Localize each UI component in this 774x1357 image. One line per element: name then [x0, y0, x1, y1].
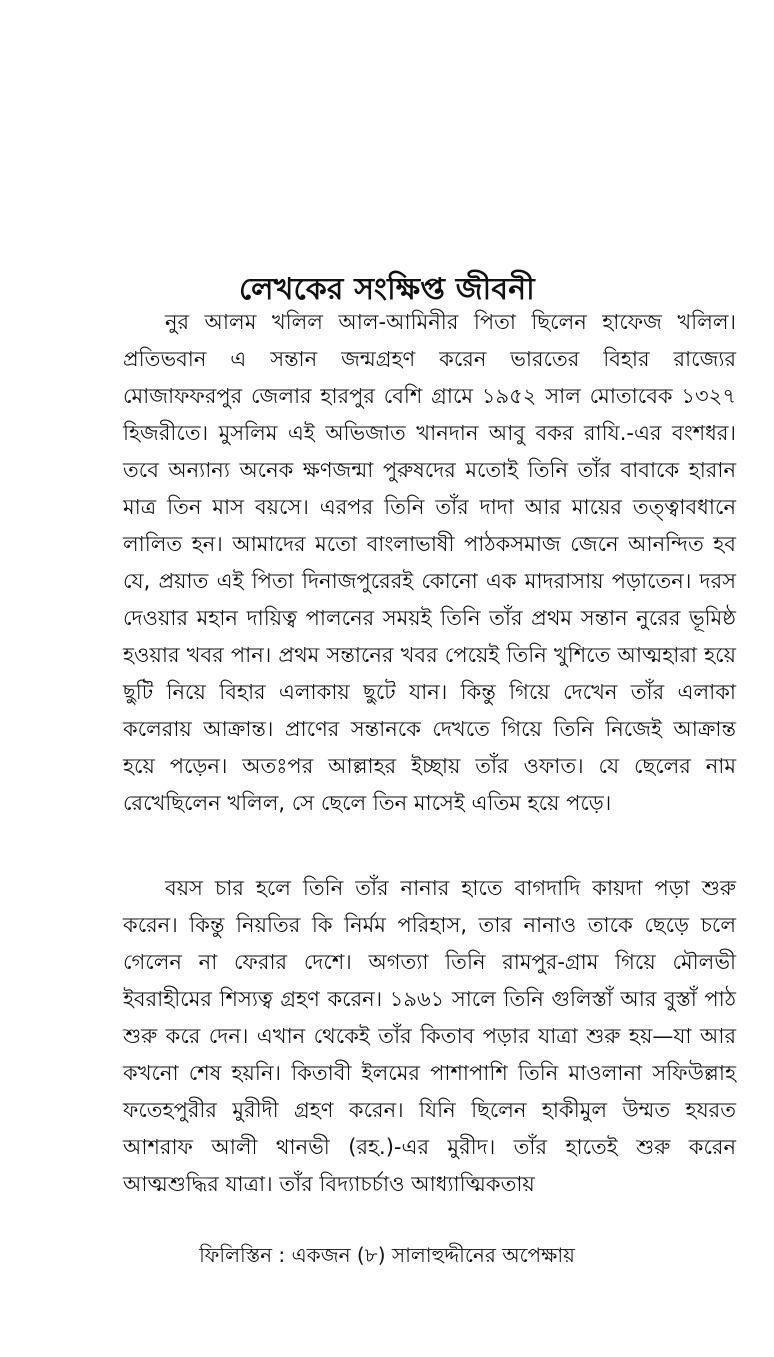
page-title: লেখকের সংক্ষিপ্ত জীবনী: [239, 272, 535, 308]
body-text-block-1: [123, 304, 736, 822]
body-text-block-2: [123, 870, 736, 1203]
paragraph-1: নুর আলম খলিল আল-আমিনীর পিতা ছিলেন হাফেজ খলিল। প্রতিভবান এ সন্তান জন্মগ্রহণ করেন ভারতের বিহার রাজ্যের মোজাফফরপুর জেলার হারপুর বেশি গ্রামে ১৯৫২ সাল মোতাবেক ১৩২৭ হিজরীতে। মুসলিম এই অভিজাত খানদান আবু বকর রাযি.-এর বংশধর। তবে অন্যান্য অনেক ক্ষণজন্মা পুরুষদের মতোই তিনি তাঁর বাবাকে হারান মাত্র তিন মাস বয়সে। এরপর তিনি তাঁর দাদা আর মায়ের তত্ত্বাবধানে লালিত হন। আমাদের মতো বাংলাভাষী পাঠকসমাজ জেনে আনন্দিত হব যে, প্রয়াত এই পিতা দিনাজপুরেরই কোনো এক মাদরাসায় পড়াতেন। দরস দেওয়ার মহান দায়িত্ব পালনের সময়ই তিনি তাঁর প্রথম সন্তান নুরের ভূমিষ্ঠ হওয়ার খবর পান। প্রথম সন্তানের খবর পেয়েই তিনি খুশিতে আত্মহারা হয়ে ছুটি নিয়ে বিহার এলাকায় ছুটে যান। কিন্তু গিয়ে দেখেন তাঁর এলাকা কলেরায় আক্রান্ত। প্রাণের সন্তানকে দেখতে গিয়ে তিনি নিজেই আক্রান্ত হয়ে পড়েন। অতঃপর আল্লাহর ইচ্ছায় তাঁর ওফাত। যে ছেলের নাম রেখেছিলেন খলিল, সে ছেলে তিন মাসেই এতিম হয়ে পড়ে।: [123, 310, 736, 815]
paragraph-2: বয়স চার হলে তিনি তাঁর নানার হাতে বাগদাদি কায়দা পড়া শুরু করেন। কিন্তু নিয়তির কি নির্মম পরিহাস, তার নানাও তাকে ছেড়ে চলে গেলেন না ফেরার দেশে। অগত্যা তিনি রামপুর-গ্রাম গিয়ে মৌলভী ইবরাহীমের শিস্যত্ব গ্রহণ করেন। ১৯৬১ সালে তিনি গুলিস্তাঁ আর বুস্তাঁ পাঠ শুরু করে দেন। এখান থেকেই তাঁর কিতাব পড়ার যাত্রা শুরু হয়—যা আর কখনো শেষ হয়নি। কিতাবী ইলমের পাশাপাশি তিনি মাওলানা সফিউল্লাহ ফতেহপুরীর মুরীদী গ্রহণ করেন। যিনি ছিলেন হাকীমুল উম্মত হযরত আশরাফ আলী থানভী (রহ.)-এর মুরীদ। তাঁর হাতেই শুরু করেন আত্মশুদ্ধির যাত্রা। তাঁর বিদ্যাচর্চাও আধ্যাত্মিকতায়: [123, 876, 736, 1196]
page-footer: ফিলিস্তিন : একজন (৮) সালাহুদ্দীনের অপেক্ষায়: [199, 1243, 575, 1267]
